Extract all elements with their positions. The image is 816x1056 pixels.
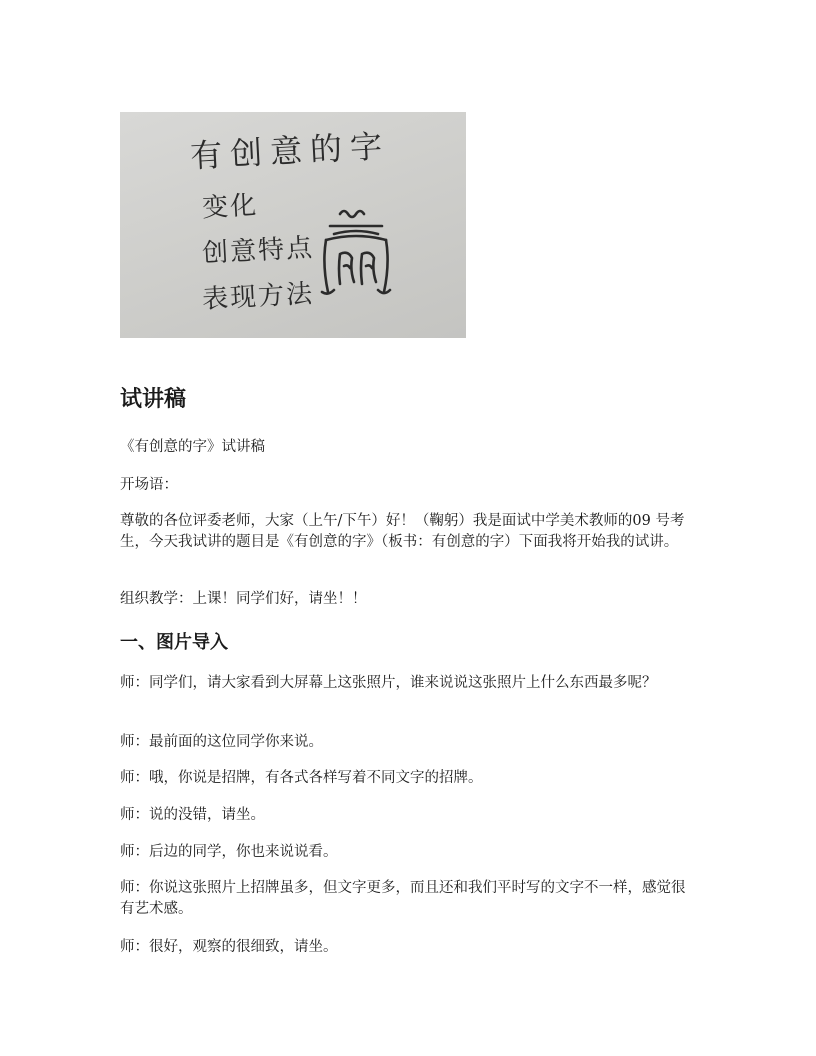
document-title: 试讲稿	[120, 387, 187, 412]
dialogue-line: 师：你说这张照片上招牌虽多，但文字更多，而且还和我们平时写的文字不一样，感觉很有艺术感。	[120, 880, 686, 917]
section-heading-image-intro: 一、图片导入	[120, 632, 228, 653]
decorative-glyph-drawing	[316, 206, 396, 298]
dialogue-line: 师：后边的同学，你也来说说看。	[120, 844, 338, 860]
dialogue-line: 师：很好，观察的很细致，请坐。	[120, 939, 338, 955]
paragraph-class-organization: 组织教学：上课！同学们好，请坐！！	[120, 591, 367, 607]
photo-handwriting-line-2: 创意特点	[201, 233, 315, 269]
photo-handwriting-title: 有创意的字	[189, 126, 391, 176]
dialogue-line: 师：最前面的这位同学你来说。	[120, 734, 323, 750]
photo-handwriting-line-1: 变化	[201, 190, 259, 224]
paragraph-opening-label: 开场语：	[120, 477, 178, 493]
photo-handwriting-line-3: 表现方法	[201, 279, 315, 315]
dialogue-line: 师：哦，你说是招牌，有各式各样写着不同文字的招牌。	[120, 770, 483, 786]
handwriting-photo	[120, 112, 466, 338]
paragraph-greeting: 尊敬的各位评委老师，大家（上午/下午）好！（鞠躬）我是面试中学美术教师的09 号考生，今天我试讲的题目是《有创意的字》（板书：有创意的字）下面我将开始我的试讲。	[120, 513, 685, 550]
dialogue-line: 师：同学们，请大家看到大屏幕上这张照片，谁来说说这张照片上什么东西最多呢？	[120, 675, 657, 691]
dialogue-line: 师：说的没错，请坐。	[120, 807, 265, 823]
paragraph-lesson-title: 《有创意的字》试讲稿	[120, 439, 265, 455]
